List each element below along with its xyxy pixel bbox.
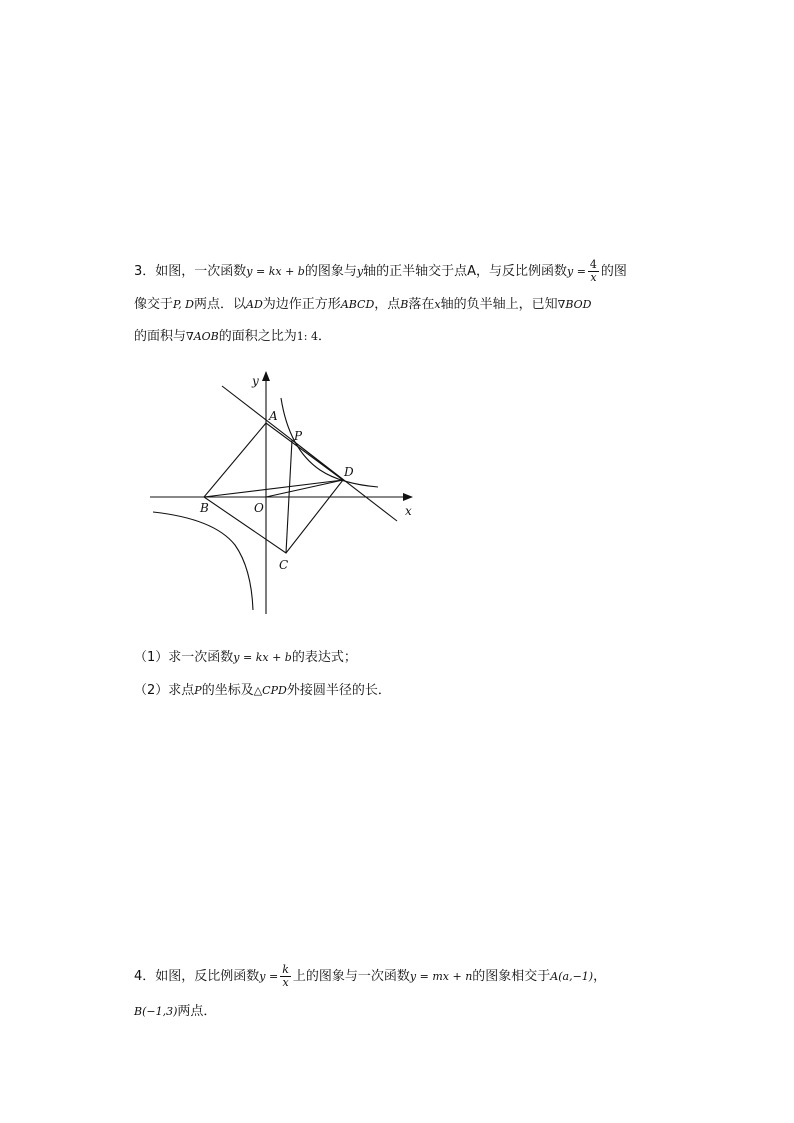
- q3-part2-p: P: [194, 684, 202, 697]
- q4-line-2: [134, 1002, 216, 1022]
- q3-part-1: [134, 648, 357, 668]
- q3-text: 两点．以: [194, 297, 247, 312]
- q3-text: ，点: [374, 297, 401, 312]
- label-y: y: [252, 374, 259, 388]
- q3-part2-triangle: △CPD: [253, 684, 287, 697]
- segment-pd: [292, 440, 343, 480]
- q3-part1-text: 的表达式；: [291, 650, 357, 665]
- q3-text: 的图: [600, 264, 627, 279]
- q3-text: 的面积之比为: [218, 329, 297, 344]
- q4-text: 上的图象与一次函数: [292, 969, 410, 984]
- q3-text: 轴的负半轴上，已知: [440, 297, 558, 312]
- q3-part2-text: 外接圆半径的长．: [286, 683, 391, 698]
- label-d: D: [344, 465, 354, 479]
- q3-frac-num: 4: [589, 258, 597, 271]
- q3-text: 为边作正方形: [262, 297, 341, 312]
- label-p: P: [294, 429, 303, 443]
- q3-text: 轴的正半轴交于点A，与反比例函数: [363, 264, 567, 279]
- q3-x-symbol: x: [434, 298, 441, 311]
- q4-line-1: [134, 964, 606, 989]
- hyperbola-branch-2: [153, 512, 253, 610]
- segment-bd: [204, 480, 343, 497]
- q4-point-a: A(a,−1): [550, 970, 594, 983]
- q4-frac-num: k: [282, 963, 289, 976]
- q4-text: 如图，反比例函数: [155, 969, 260, 984]
- q3-frac-den: x: [590, 271, 597, 284]
- q3-part2-text: （2）求点: [134, 683, 195, 698]
- q3-points-pd: P, D: [173, 298, 195, 311]
- q3-ratio: 1: 4: [296, 330, 318, 343]
- q4-text: 的图象相交于: [472, 969, 551, 984]
- q3-part-2: [134, 681, 391, 701]
- label-b: B: [200, 501, 209, 515]
- q3-ad: AD: [246, 298, 263, 311]
- q3-text: 像交于: [134, 297, 174, 312]
- q4-text: 两点．: [177, 1004, 217, 1019]
- q3-linear-eq: y = kx + b: [246, 265, 305, 278]
- q3-text: 的面积与: [134, 329, 187, 344]
- q3-inverse-eq-lhs: y =: [566, 265, 586, 278]
- q4-point-b: B(−1,3): [134, 1005, 178, 1018]
- q3-part1-eq: y = kx + b: [233, 651, 292, 664]
- q4-linear-eq: y = mx + n: [409, 970, 473, 983]
- q4-fraction: [280, 964, 291, 989]
- q3-text: 落在: [408, 297, 435, 312]
- q3-triangle-aob: ∇AOB: [186, 330, 219, 343]
- label-o: O: [254, 501, 264, 515]
- q3-text: 的图象与: [304, 264, 357, 279]
- q3-part2-text: 的坐标及: [201, 683, 254, 698]
- q3-text: 如图，一次函数: [155, 264, 247, 279]
- q4-number: 4．: [134, 969, 156, 984]
- q3-y-symbol: y: [356, 265, 364, 278]
- q3-triangle-bod: ∇BOD: [557, 298, 592, 311]
- label-x: x: [405, 504, 412, 518]
- q4-inverse-eq-lhs: y =: [259, 970, 279, 983]
- label-a: A: [269, 409, 278, 423]
- q3-abcd: ABCD: [340, 298, 375, 311]
- q3-text: ．: [317, 329, 331, 344]
- q3-part1-text: （1）求一次函数: [134, 650, 234, 665]
- q4-text: ，: [593, 969, 607, 984]
- q4-frac-den: x: [282, 976, 289, 989]
- q3-number: 3．: [134, 264, 156, 279]
- label-c: C: [279, 558, 289, 572]
- q3-point-b: B: [400, 298, 409, 311]
